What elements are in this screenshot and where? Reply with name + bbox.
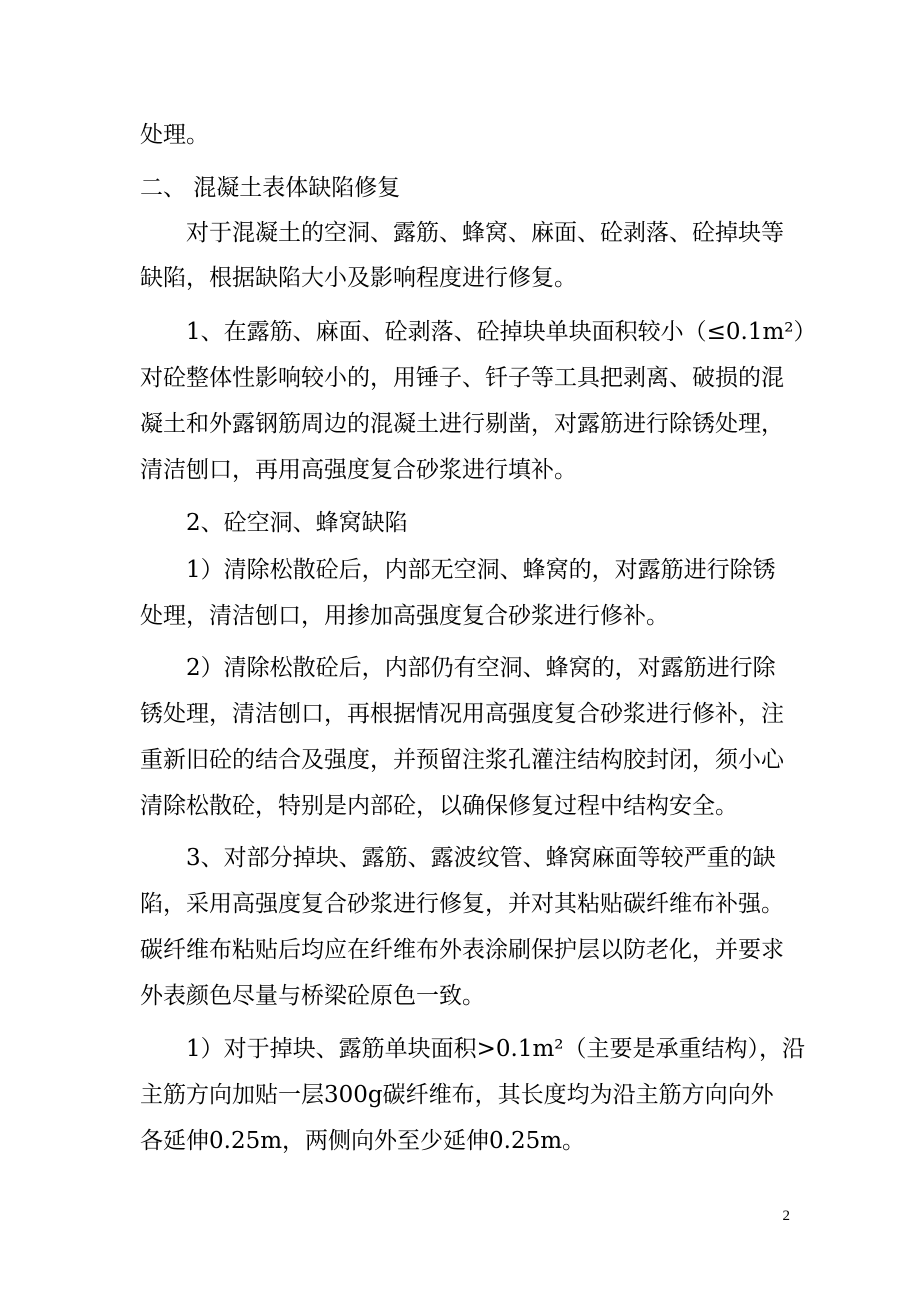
text-line: 1、在露筋、麻面、砼剥落、砼掉块单块面积较小（≤0.1m²） bbox=[186, 319, 817, 345]
text-line: 各延伸0.25m，两侧向外至少延伸0.25m。 bbox=[140, 1128, 586, 1154]
page-number: 2 bbox=[782, 1208, 790, 1224]
text-line: 缺陷，根据缺陷大小及影响程度进行修复。 bbox=[140, 265, 577, 291]
text-line: 处理。 bbox=[140, 122, 209, 148]
text-line: 清洁刨口，再用高强度复合砂浆进行填补。 bbox=[140, 457, 577, 483]
text-line: 处理，清洁刨口，用掺加高强度复合砂浆进行修补。 bbox=[140, 603, 669, 629]
text-line: 3、对部分掉块、露筋、露波纹管、蜂窝麻面等较严重的缺 bbox=[186, 845, 776, 871]
text-line: 2）清除松散砼后，内部仍有空洞、蜂窝的，对露筋进行除 bbox=[186, 655, 776, 681]
text-line: 1）清除松散砼后，内部无空洞、蜂窝的，对露筋进行除锈 bbox=[186, 557, 776, 583]
text-line: 锈处理，清洁刨口，再根据情况用高强度复合砂浆进行修补，注 bbox=[140, 701, 784, 727]
text-line: 对砼整体性影响较小的，用锤子、钎子等工具把剥离、破损的混 bbox=[140, 365, 784, 391]
section-heading: 二、 混凝土表体缺陷修复 bbox=[140, 175, 401, 201]
text-line: 陷，采用高强度复合砂浆进行修复，并对其粘贴碳纤维布补强。 bbox=[140, 891, 784, 917]
text-line: 碳纤维布粘贴后均应在纤维布外表涂刷保护层以防老化，并要求 bbox=[140, 937, 784, 963]
text-line: 2、砼空洞、蜂窝缺陷 bbox=[186, 510, 408, 536]
text-line: 重新旧砼的结合及强度，并预留注浆孔灌注结构胶封闭，须小心 bbox=[140, 747, 784, 773]
text-line: 清除松散砼，特别是内部砼，以确保修复过程中结构安全。 bbox=[140, 793, 738, 819]
text-line: 对于混凝土的空洞、露筋、蜂窝、麻面、砼剥落、砼掉块等 bbox=[186, 220, 784, 246]
text-line: 1）对于掉块、露筋单块面积>0.1m²（主要是承重结构），沿 bbox=[186, 1036, 806, 1062]
text-line: 主筋方向加贴一层300g碳纤维布，其长度均为沿主筋方向向外 bbox=[140, 1082, 774, 1108]
text-line: 凝土和外露钢筋周边的混凝土进行剔凿，对露筋进行除锈处理， bbox=[140, 411, 784, 437]
text-line: 外表颜色尽量与桥梁砼原色一致。 bbox=[140, 983, 485, 1009]
